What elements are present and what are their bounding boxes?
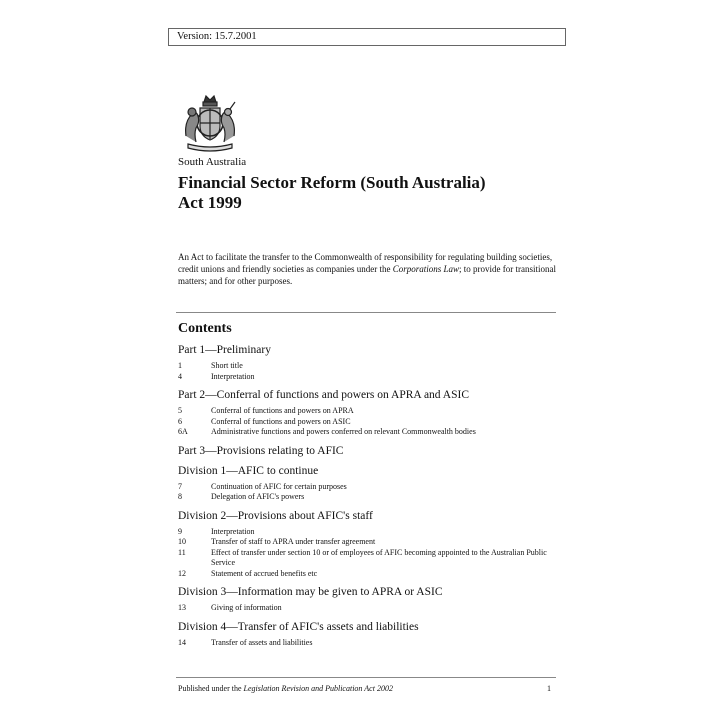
long-title-text: An Act to facilitate the transfer to the Commonwealth of responsibility for regulating building societies, credit unions and friendly societies as companies under the xyxy=(178,252,553,274)
contents-divider xyxy=(176,312,556,313)
toc-entry[interactable] xyxy=(178,537,558,548)
table-of-contents xyxy=(178,343,558,654)
jurisdiction-label: South Australia xyxy=(178,156,247,168)
toc-entry-text: Transfer of staff to APRA under transfer agreement xyxy=(211,537,376,546)
toc-heading[interactable]: Part 1—Preliminary xyxy=(178,344,271,356)
toc-entry-number: 6A xyxy=(178,427,188,436)
toc-entry-number: 13 xyxy=(178,603,186,612)
act-title xyxy=(178,173,578,213)
toc-entry-text: Conferral of functions and powers on APRA xyxy=(211,406,354,415)
toc-entry-number: 4 xyxy=(178,371,182,381)
toc-entry-text: Interpretation xyxy=(211,526,255,536)
page-number: 1 xyxy=(547,684,551,693)
footer-prefix: Published under the xyxy=(178,684,244,693)
toc-entry-number: 7 xyxy=(178,481,182,491)
toc-entry-text: Short title xyxy=(211,361,243,370)
toc-entry[interactable] xyxy=(178,603,558,614)
toc-entry[interactable] xyxy=(178,548,558,569)
toc-entry-number: 9 xyxy=(178,526,182,536)
footer-act-name: Legislation Revision and Publication Act 2002 xyxy=(243,684,393,693)
toc-entry-text: Administrative functions and powers conferred on relevant Commonwealth bodies xyxy=(211,427,476,436)
toc-entry[interactable] xyxy=(178,569,558,580)
long-title-text-end: ; to provide for transitional matters; and for other purposes. xyxy=(178,264,556,286)
contents-heading: Contents xyxy=(178,321,232,336)
toc-entry-number: 1 xyxy=(178,361,182,370)
toc-entry-number: 6 xyxy=(178,416,182,426)
toc-entry-number: 5 xyxy=(178,406,182,415)
toc-entry-text: Giving of information xyxy=(211,603,282,612)
act-title-line-1: Financial Sector Reform (South Australia) xyxy=(178,173,486,192)
toc-entry[interactable] xyxy=(178,492,558,503)
toc-entry[interactable] xyxy=(178,372,558,383)
toc-entry-number: 14 xyxy=(178,637,186,647)
toc-entry[interactable] xyxy=(178,417,558,428)
toc-heading[interactable]: Division 2—Provisions about AFIC's staff xyxy=(178,509,373,522)
long-title xyxy=(178,251,558,287)
toc-entry[interactable] xyxy=(178,482,558,493)
toc-heading[interactable]: Part 2—Conferral of functions and powers on APRA and ASIC xyxy=(178,389,469,401)
toc-entry-text: Delegation of AFIC's powers xyxy=(211,492,305,501)
toc-entry-text: Transfer of assets and liabilities xyxy=(211,637,313,647)
toc-heading[interactable]: Division 3—Information may be given to APRA or ASIC xyxy=(178,586,443,598)
toc-entry[interactable] xyxy=(178,527,558,538)
footer-publication-note xyxy=(178,684,393,693)
toc-entry-number: 10 xyxy=(178,537,186,546)
toc-entry-text: Statement of accrued benefits etc xyxy=(211,568,318,578)
toc-entry-number: 12 xyxy=(178,568,186,578)
toc-entry-number: 8 xyxy=(178,492,182,501)
toc-entry-text: Continuation of AFIC for certain purposes xyxy=(211,481,347,491)
toc-entry[interactable] xyxy=(178,361,558,372)
toc-heading[interactable]: Part 3—Provisions relating to AFIC xyxy=(178,444,344,457)
toc-entry-text: Interpretation xyxy=(211,371,255,381)
toc-entry-number: 11 xyxy=(178,547,186,557)
toc-entry[interactable] xyxy=(178,427,558,438)
version-label: Version: 15.7.2001 xyxy=(168,28,566,46)
toc-entry[interactable] xyxy=(178,638,558,649)
royal-coat-of-arms-icon xyxy=(178,92,242,152)
long-title-italic: Corporations Law xyxy=(392,264,459,274)
toc-heading[interactable]: Division 1—AFIC to continue xyxy=(178,464,319,477)
toc-entry-text: Effect of transfer under section 10 or of employees of AFIC becoming appointed to the Australian Public Service xyxy=(211,547,547,567)
toc-entry[interactable] xyxy=(178,406,558,417)
footer-divider xyxy=(176,677,556,678)
act-title-line-2: Act 1999 xyxy=(178,193,242,212)
toc-entry-text: Conferral of functions and powers on ASIC xyxy=(211,416,351,426)
toc-heading[interactable]: Division 4—Transfer of AFIC's assets and liabilities xyxy=(178,620,419,633)
